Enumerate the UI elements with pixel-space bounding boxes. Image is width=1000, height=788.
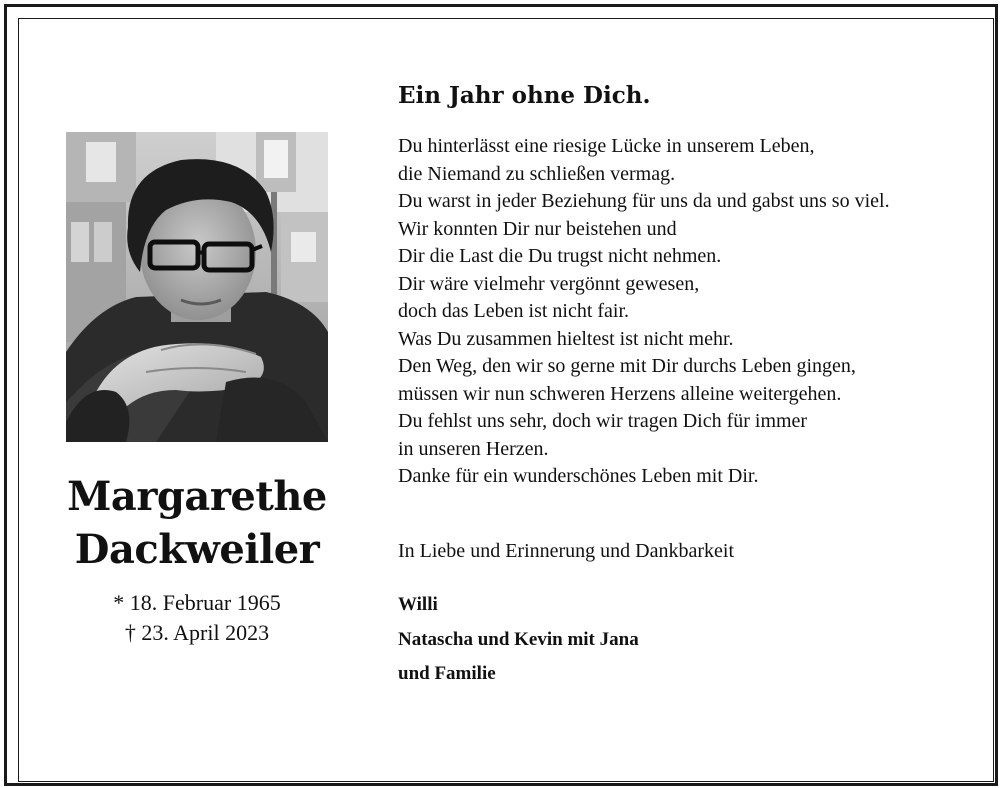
poem (398, 133, 978, 491)
poem-line: Was Du zusammen hieltest ist nicht mehr. (398, 327, 734, 350)
signer: Natascha und Kevin mit Jana (398, 628, 639, 650)
poem-line: Du warst in jeder Beziehung für uns da und gabst uns so viel. (398, 190, 890, 212)
portrait-photo (66, 132, 328, 442)
poem-line: in unseren Herzen. (398, 437, 549, 460)
deceased-last-name: Dackweiler (74, 526, 320, 573)
closing-phrase: In Liebe und Erinnerung und Dankbarkeit (398, 540, 735, 562)
deceased-first-name: Margarethe (67, 473, 327, 520)
death-date: † 23. April 2023 (124, 620, 270, 645)
poem-line: doch das Leben ist nicht fair. (398, 300, 630, 322)
poem-line: Wir konnten Dir nur beistehen und (398, 217, 677, 240)
poem-line: Du hinterlässt eine riesige Lücke in unserem Leben, (398, 135, 815, 157)
poem-line: die Niemand zu schließen vermag. (398, 162, 676, 185)
poem-line: Dir wäre vielmehr vergönnt gewesen, (398, 272, 700, 295)
heading: Ein Jahr ohne Dich. (398, 82, 651, 109)
signers (398, 588, 639, 692)
poem-line: Dir die Last die Du trugst nicht nehmen. (398, 245, 722, 267)
signer: und Familie (398, 663, 496, 684)
poem-line: Danke für ein wunderschönes Leben mit Dir. (398, 465, 759, 487)
birth-date: * 18. Februar 1965 (113, 590, 281, 615)
poem-line: müssen wir nun schweren Herzens alleine weitergehen. (398, 382, 842, 405)
signer: Willi (398, 594, 438, 615)
poem-line: Du fehlst uns sehr, doch wir tragen Dich für immer (398, 410, 808, 432)
poem-line: Den Weg, den wir so gerne mit Dir durchs Leben gingen, (398, 355, 856, 377)
